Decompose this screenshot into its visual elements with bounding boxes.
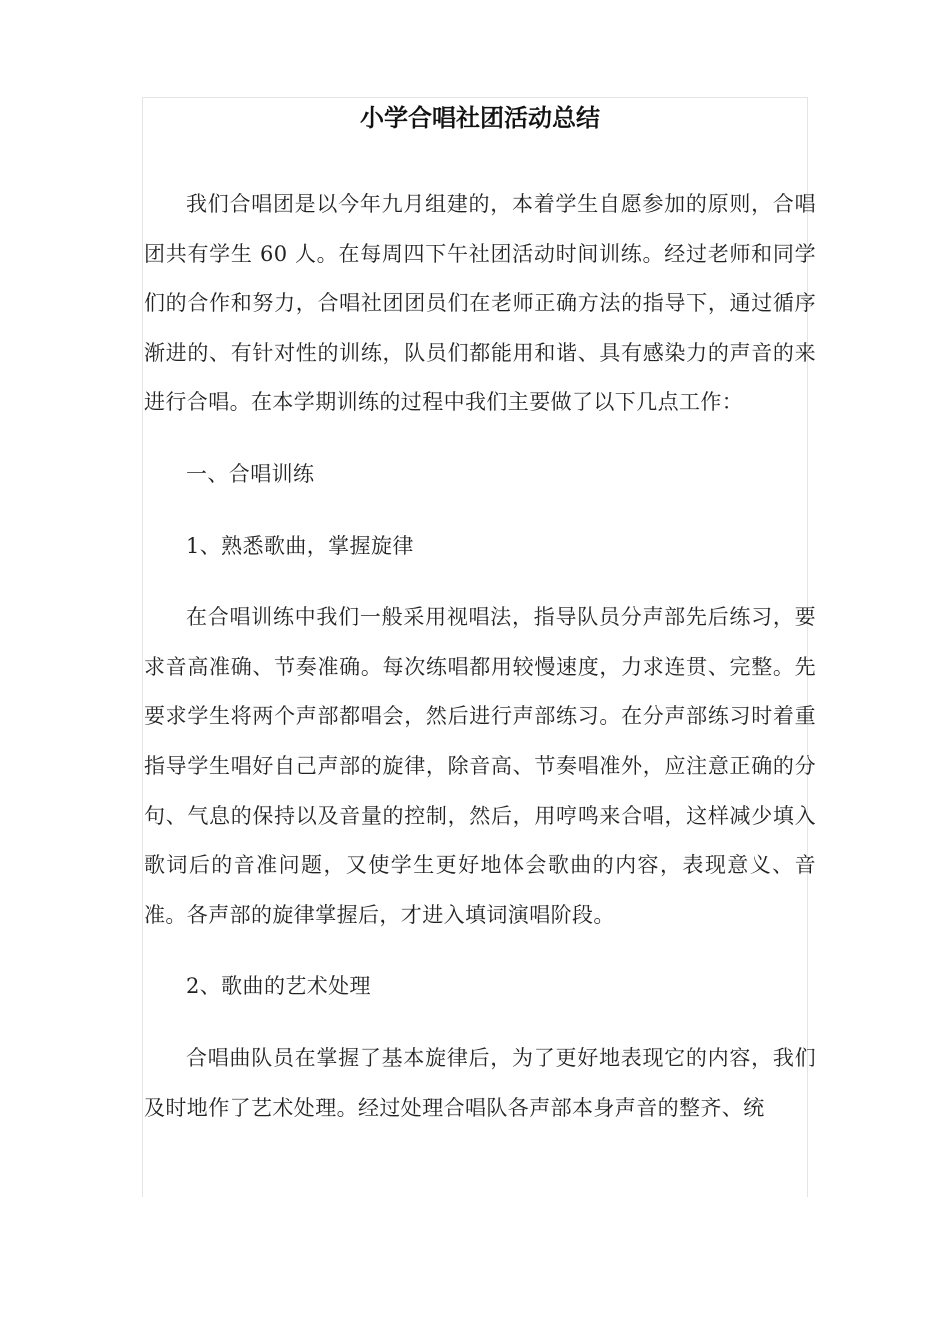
subsection-heading-art-processing: 2、歌曲的艺术处理: [186, 974, 371, 999]
intro-paragraph: 我们合唱团是以今年九月组建的，本着学生自愿参加的原则，合唱团共有学生 60 人。在每周四下午社团活动时间训练。经过老师和同学们的合作和努力，合唱社团团员们在老师正确方法的指导下，通过循序渐进的、有针对性的训练，队员们都能用和谐、具有感染力的声音的来进行合唱。在本学期训练的过程中我们主要做了以下几点工作：: [144, 192, 816, 415]
document-title: 小学合唱社团活动总结: [360, 104, 600, 132]
subsection-heading-melody: 1、熟悉歌曲，掌握旋律: [186, 533, 414, 558]
section-heading-training: 一、合唱训练: [186, 461, 315, 486]
document-body: [144, 100, 816, 1133]
melody-paragraph: 在合唱训练中我们一般采用视唱法，指导队员分声部先后练习，要求音高准确、节奏准确。每次练唱都用较慢速度，力求连贯、完整。先要求学生将两个声部都唱会，然后进行声部练习。在分声部练习时着重指导学生唱好自己声部的旋律，除音高、节奏唱准外，应注意正确的分句、气息的保持以及音量的控制，然后，用哼鸣来合唱，这样减少填入歌词后的音准问题，又使学生更好地体会歌曲的内容，表现意义、音准。各声部的旋律掌握后，才进入填词演唱阶段。: [144, 605, 816, 927]
art-processing-paragraph: 合唱曲队员在掌握了基本旋律后，为了更好地表现它的内容，我们及时地作了艺术处理。经过处理合唱队各声部本身声音的整齐、统: [144, 1045, 816, 1120]
